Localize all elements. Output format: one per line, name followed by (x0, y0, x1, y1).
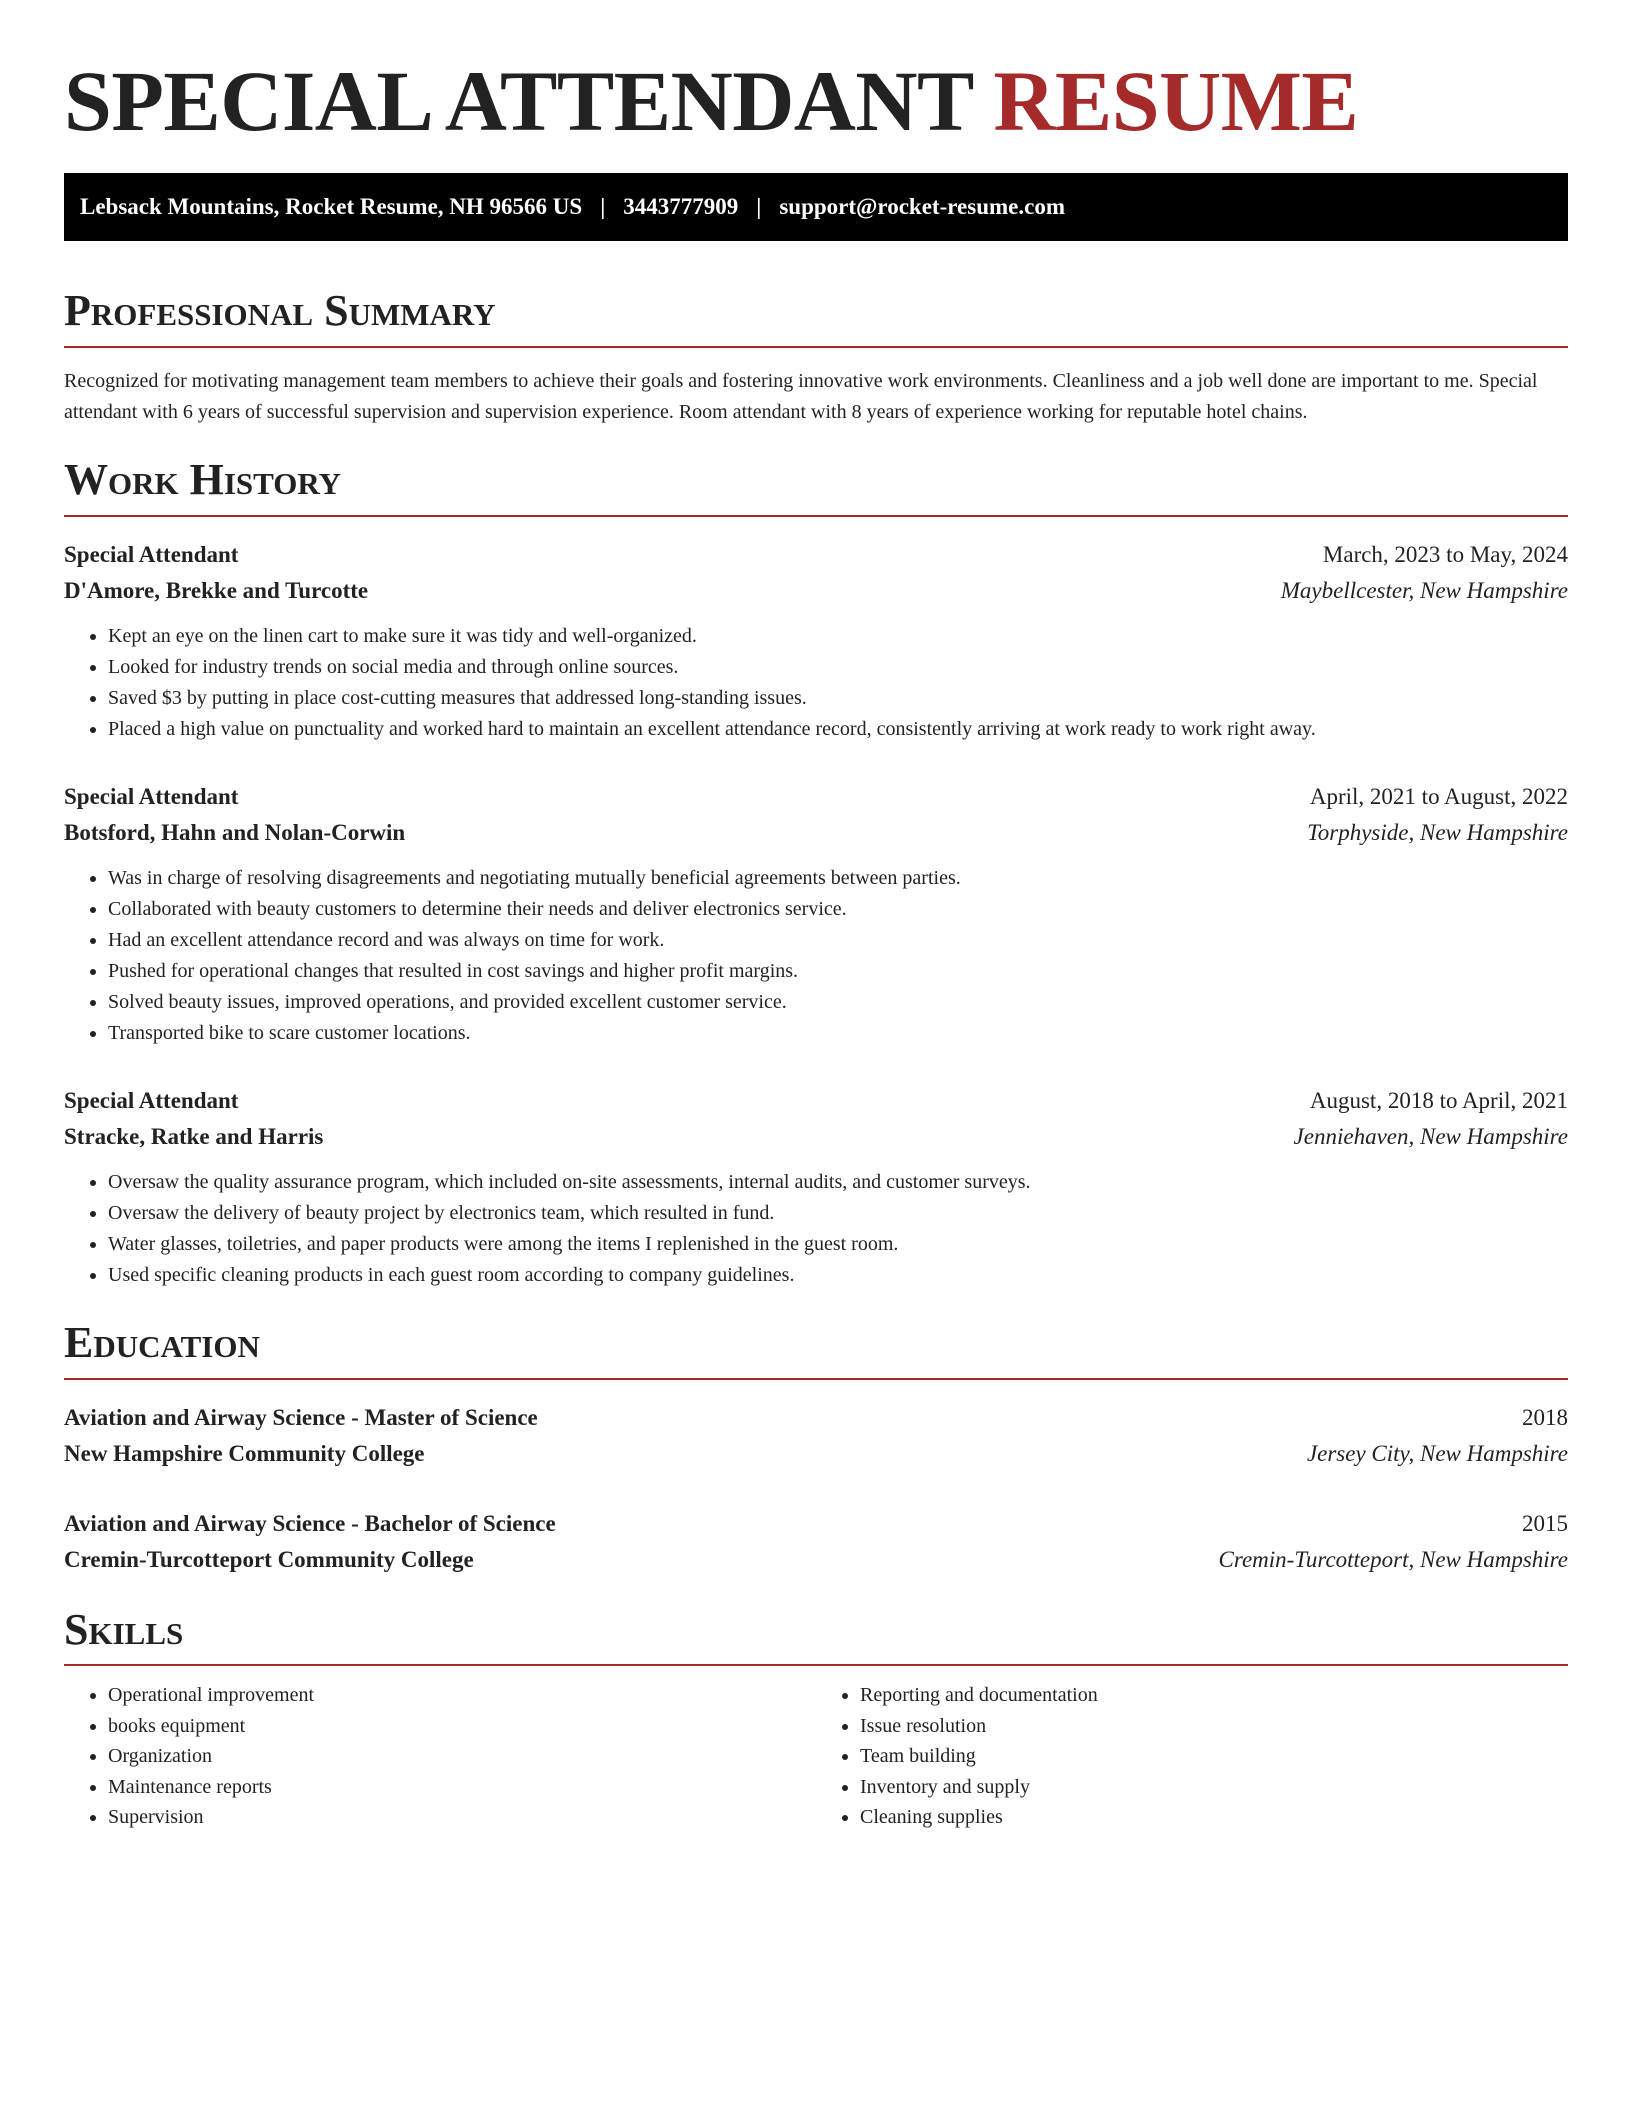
title-main: SPECIAL ATTENDANT (64, 53, 973, 149)
education-school: New Hampshire Community College (64, 1440, 425, 1466)
skill-item: • Operational improvement (108, 1680, 816, 1711)
job-bullets (64, 1167, 1568, 1291)
job-title-row (64, 779, 1568, 815)
job-entry (64, 779, 1568, 1049)
skills-heading: Skills (64, 1604, 1568, 1667)
job-bullet: • Placed a high value on punctuality and worked hard to maintain an excellent attendance record, consistently arriving at work ready to work right away. (108, 714, 1568, 745)
skills-list (64, 1680, 1568, 1833)
job-dates: March, 2023 to May, 2024 (1322, 541, 1568, 567)
job-location: Jenniehaven, New Hampshire (1293, 1123, 1568, 1149)
skill-item: • Reporting and documentation (860, 1680, 1568, 1711)
skill-item: • Maintenance reports (108, 1772, 816, 1803)
job-bullet: • Was in charge of resolving disagreements and negotiating mutually beneficial agreements between parties. (108, 863, 1568, 894)
education-degree-row (64, 1506, 1568, 1542)
job-bullet: • Used specific cleaning products in each guest room according to company guidelines. (108, 1260, 1568, 1291)
job-title-row (64, 1083, 1568, 1119)
skill-item: • Team building (860, 1741, 1568, 1772)
job-bullet: • Oversaw the delivery of beauty project by electronics team, which resulted in fund. (108, 1198, 1568, 1229)
job-bullet: • Oversaw the quality assurance program, which included on-site assessments, internal audits, and customer surveys. (108, 1167, 1568, 1198)
job-bullet: • Water glasses, toiletries, and paper products were among the items I replenished in the guest room. (108, 1229, 1568, 1260)
contact-bar (64, 173, 1568, 241)
contact-separator: | (600, 194, 606, 220)
job-company: Botsford, Hahn and Nolan-Corwin (64, 819, 406, 845)
job-bullet: • Saved $3 by putting in place cost-cutting measures that addressed long-standing issues. (108, 683, 1568, 714)
job-company-row (64, 1119, 1568, 1155)
contact-email: support@rocket-resume.com (779, 194, 1065, 220)
education-year: 2018 (1522, 1404, 1568, 1430)
skill-item: • Organization (108, 1741, 816, 1772)
skill-item: • Issue resolution (860, 1711, 1568, 1742)
skill-item: • Inventory and supply (860, 1772, 1568, 1803)
skills-column-left (64, 1680, 816, 1833)
education-entry (64, 1506, 1568, 1578)
summary-text: Recognized for motivating management team members to achieve their goals and fostering innovative work environments. Cleanliness and a job well done are important to me. Special attendant with 6 years of successful supervision and supervision experience. Room attendant with 8 years of experience working for reputable hotel chains. (64, 369, 1538, 423)
education-degree: Aviation and Airway Science - Bachelor of Science (64, 1510, 556, 1536)
job-company: D'Amore, Brekke and Turcotte (64, 577, 369, 603)
education-heading: Education (64, 1317, 1568, 1380)
job-bullet: • Kept an eye on the linen cart to make sure it was tidy and well-organized. (108, 621, 1568, 652)
skills-column-right (816, 1680, 1568, 1833)
job-company-row (64, 815, 1568, 851)
education-location: Jersey City, New Hampshire (1306, 1440, 1568, 1466)
contact-address: Lebsack Mountains, Rocket Resume, NH 96566 US (80, 194, 583, 220)
education-year: 2015 (1522, 1510, 1568, 1536)
education-school-row (64, 1436, 1568, 1472)
job-dates: August, 2018 to April, 2021 (1309, 1087, 1568, 1113)
job-bullet: • Collaborated with beauty customers to determine their needs and deliver electronics service. (108, 894, 1568, 925)
job-title-row (64, 537, 1568, 573)
education-school: Cremin-Turcotteport Community College (64, 1546, 474, 1572)
job-bullet: • Looked for industry trends on social media and through online sources. (108, 652, 1568, 683)
job-title: Special Attendant (64, 783, 239, 809)
job-bullets (64, 863, 1568, 1049)
contact-phone: 3443777909 (623, 194, 739, 220)
title-accent: RESUME (993, 53, 1359, 149)
skill-item: • Supervision (108, 1802, 816, 1833)
contact-separator: | (756, 194, 762, 220)
skill-item: • books equipment (108, 1711, 816, 1742)
work-history-heading: Work History (64, 454, 1568, 517)
job-bullet: • Solved beauty issues, improved operations, and provided excellent customer service. (108, 987, 1568, 1018)
education-degree-row (64, 1400, 1568, 1436)
job-company: Stracke, Ratke and Harris (64, 1123, 324, 1149)
job-bullet: • Transported bike to scare customer locations. (108, 1018, 1568, 1049)
education-location: Cremin-Turcotteport, New Hampshire (1218, 1546, 1568, 1572)
skill-item: • Cleaning supplies (860, 1802, 1568, 1833)
education-entry (64, 1400, 1568, 1472)
job-entry (64, 537, 1568, 745)
job-entry (64, 1083, 1568, 1291)
job-dates: April, 2021 to August, 2022 (1309, 783, 1568, 809)
job-bullet: • Had an excellent attendance record and was always on time for work. (108, 925, 1568, 956)
resume-title (64, 50, 1568, 153)
education-school-row (64, 1542, 1568, 1578)
job-company-row (64, 573, 1568, 609)
education-degree: Aviation and Airway Science - Master of Science (64, 1404, 538, 1430)
job-title: Special Attendant (64, 1087, 239, 1113)
job-bullet: • Pushed for operational changes that resulted in cost savings and higher profit margins. (108, 956, 1568, 987)
job-bullets (64, 621, 1568, 745)
job-location: Maybellcester, New Hampshire (1280, 577, 1568, 603)
job-title: Special Attendant (64, 541, 239, 567)
summary-heading: Professional Summary (64, 285, 1568, 348)
job-location: Torphyside, New Hampshire (1307, 819, 1568, 845)
